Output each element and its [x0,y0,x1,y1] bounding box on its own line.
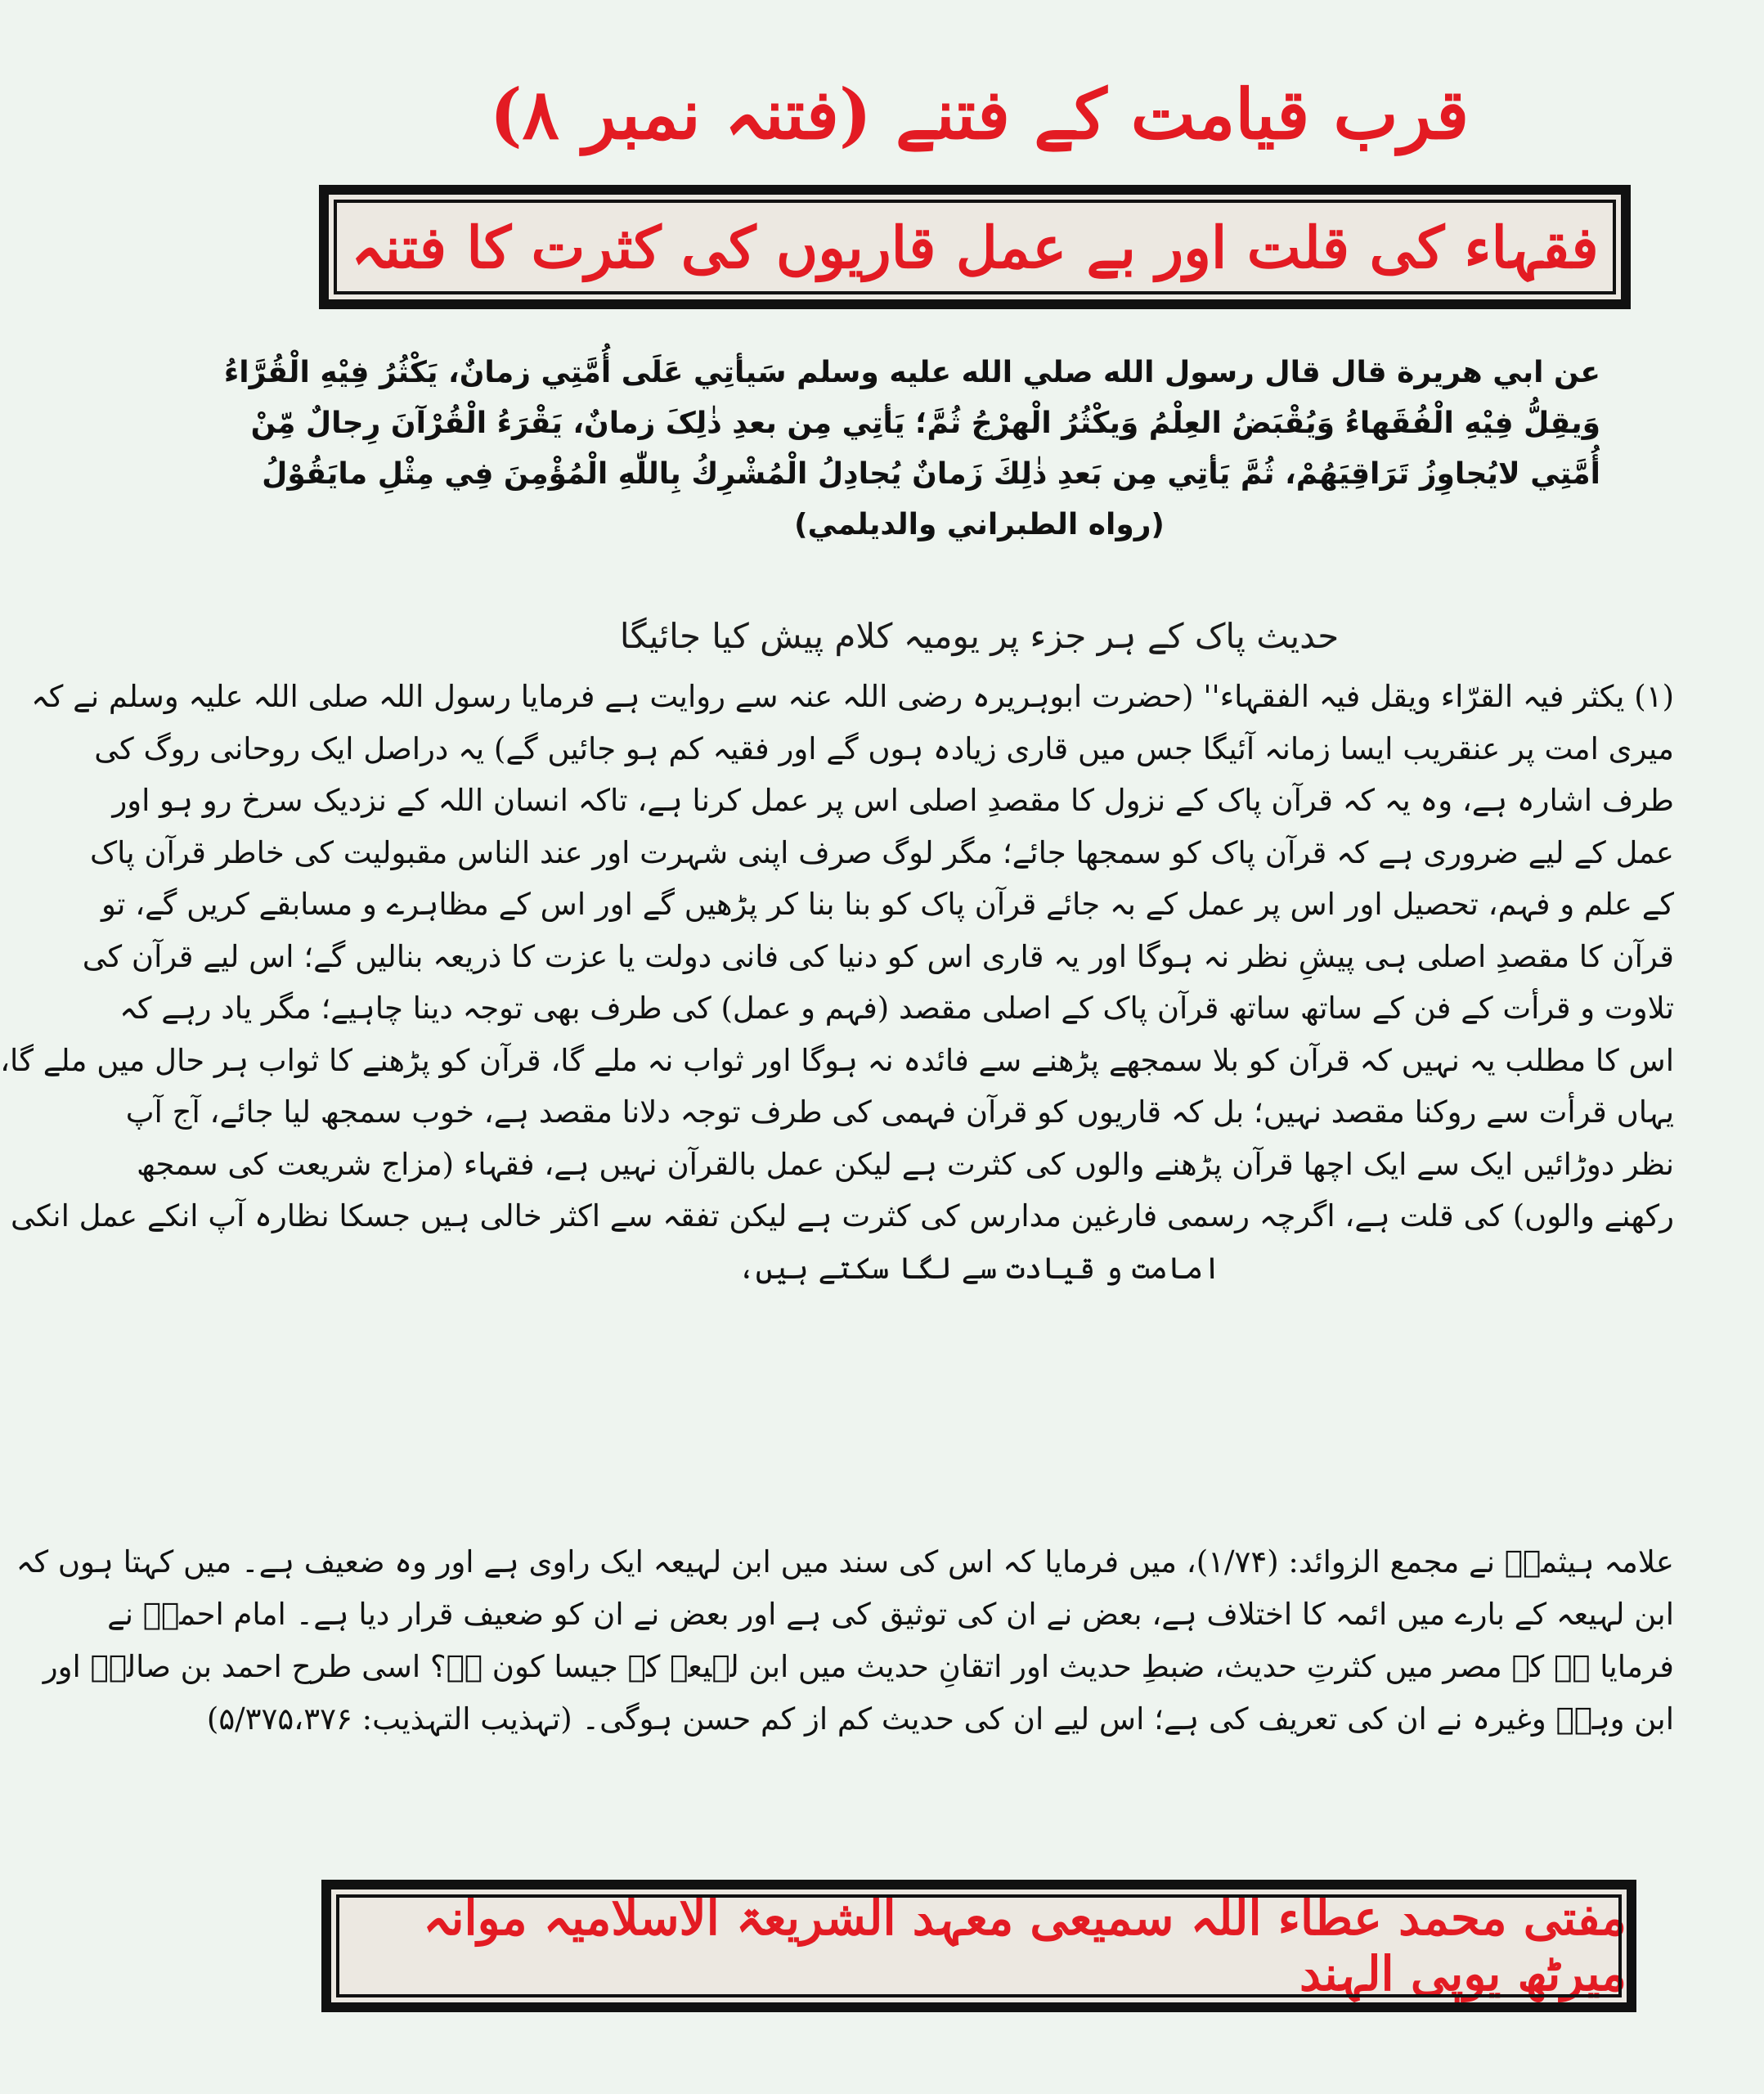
commentary-line: یہاں قرأت سے روکنا مقصد نہیں؛ بل کہ قاریوں کو قرآن فہمی کی طرف توجہ دلانا مقصد ہے، خوب سمجھ لیا جائے، آج آپ [125,1094,1674,1130]
commentary-line: طرف اشارہ ہے، وہ یہ کہ قرآن پاک کے نزول کا مقصدِ اصلی اس پر عمل کرنا ہے، تاکہ انسان اللہ کے نزدیک سرخ رو ہو اور [112,783,1674,818]
hadith-line: وَيقِلُّ فِيْهِ الْفُقَهاءُ وَيُقْبَضُ العِلْمُ وَيكْثُرُ الْهرْجُ ثُمَّ؛ يَأتِي مِن بعدِ ذٰلِکَ زمانٌ، يَقْرَءُ الْقُرْآنَ رِجالٌ مِّنْ [250,407,1600,440]
subtitle-text: فقہاء کی قلت اور بے عمل قاریوں کی کثرت کا فتنہ [351,213,1599,281]
commentary-line: تلاوت و قرأت کے فن کے ساتھ ساتھ قرآن پاک کے اصلی مقصد (فہم و عمل) کی طرف بھی توجہ دینا چاہیے؛ مگر یاد رہے کہ [119,991,1674,1026]
hadith-line: عن ابي هريرة قال قال رسول الله صلي الله عليه وسلم سَيأتِي عَلَى أُمَّتِي زمانٌ، يَكْثُرُ فِيْهِ الْقُرَّاءُ [223,356,1600,389]
note-line: ابن لہیعہ کے بارے میں ائمہ کا اختلاف ہے، بعض نے ان کی توثیق کی ہے اور بعض نے ان کو ضعیف قرار دیا ہے۔ امام احمدؒ نے [107,1597,1674,1632]
section-heading: حدیث پاک کے ہر جزء پر یومیہ کلام پیش کیا جائیگا [619,616,1340,656]
author-name: مفتی محمد عطاء اللہ سمیعی معہد الشریعۃ الاسلامیہ موانہ میرٹھ یوپی الہند [423,1890,1627,2002]
note-line: فرمایا ہے کہ مصر میں کثرتِ حدیث، ضبطِ حدیث اور اتقانِ حدیث میں ابن لہیعہ کے جیسا کون ہے؟ اسی طرح احمد بن صالحؒ اور [43,1649,1674,1684]
commentary-line: نظر دوڑائیں ایک سے ایک اچھا قرآن پڑھنے والوں کی کثرت ہے لیکن عمل بالقرآن نہیں ہے، فقہاء (مزاج شریعت کی سمجھ [136,1146,1674,1182]
commentary-paragraph [0,671,1674,1294]
commentary-line: عمل کے لیے ضروری ہے کہ قرآن پاک کو سمجھا جائے؛ مگر لوگ صرف اپنی شہرت اور عند الناس مقبولیت کی خاطر قرآن پاک [89,834,1674,870]
commentary-line: قرآن کا مقصدِ اصلی ہی پیشِ نظر نہ ہوگا اور یہ قاری اس کو دنیا کی فانی دولت یا عزت کا ذریعہ بنالیں گے؛ اس لیے قرآن کی [82,938,1674,974]
hadith-line: أُمَّتِي لايُجاوِزُ تَرَاقِيَهُمْ، ثُمَّ يَأتِي مِن بَعدِ ذٰلِكَ زَمانٌ يُجادِلُ الْمُشْرِكُ بِاللّٰهِ الْمُؤْمِنَ فِي مِثْلِ مايَقُوْلُ [262,457,1600,491]
commentary-line: رکھنے والوں) کی قلت ہے، اگرچہ رسمی فارغین مدارس کی کثرت ہے لیکن تفقہ سے اکثر خالی ہیں جسکا نظارہ آپ انکے عمل انکی [11,1198,1674,1233]
page-title: قرب قیامت کے فتنے (فتنہ نمبر ۸) [489,74,1470,155]
commentary-line: اس کا مطلب یہ نہیں کہ قرآن کو بلا سمجھے پڑھنے سے فائدہ نہ ہوگا اور ثواب نہ ملے گا، قرآن کو پڑھنے کا ثواب ہر حال میں ملے گا، [0,1042,1674,1078]
subtitle-banner [319,185,1631,309]
note-line: علامہ ہیثمیؒ نے مجمع الزوائد: (۱/۷۴)، میں فرمایا کہ اس کی سند میں ابن لہیعہ ایک راوی ہے اور وہ ضعیف ہے۔ میں کہتا ہوں کہ [16,1544,1674,1579]
author-banner [321,1880,1636,2012]
commentary-line: (۱) یکثر فیہ القرّاء ویقل فیہ الفقہاء'' (حضرت ابوہریرہ رضی اللہ عنہ سے روایت ہے فرمایا رسول اللہ صلی اللہ علیہ وسلم نے کہ [31,679,1674,714]
commentary-line: میری امت پر عنقریب ایسا زمانہ آئیگا جس میں قاری زیادہ ہوں گے اور فقیہ کم ہو جائیں گے) یہ دراصل ایک روحانی روگ کی [94,730,1674,766]
commentary-line: امامت و قیادت سے لگا سکتے ہیں، [738,1250,1221,1286]
commentary-line: کے علم و فہم، تحصیل اور اس پر عمل کے بہ جائے قرآن پاک کو بنا بنا کر پڑھیں گے اور اس کے مظاہرے و مسابقے کریں گے، تو [101,887,1674,922]
hadith-reference: (رواه الطبراني والديلمي) [794,508,1165,541]
note-line: ابن وہبؒ وغیرہ نے ان کی تعریف کی ہے؛ اس لیے ان کی حدیث کم از کم حسن ہوگی۔ (تہذیب التہذیب: ۵/۳۷۵،۳۷۶) [206,1701,1674,1737]
reference-note-paragraph [16,1536,1674,1746]
hadith-text [223,348,1600,550]
